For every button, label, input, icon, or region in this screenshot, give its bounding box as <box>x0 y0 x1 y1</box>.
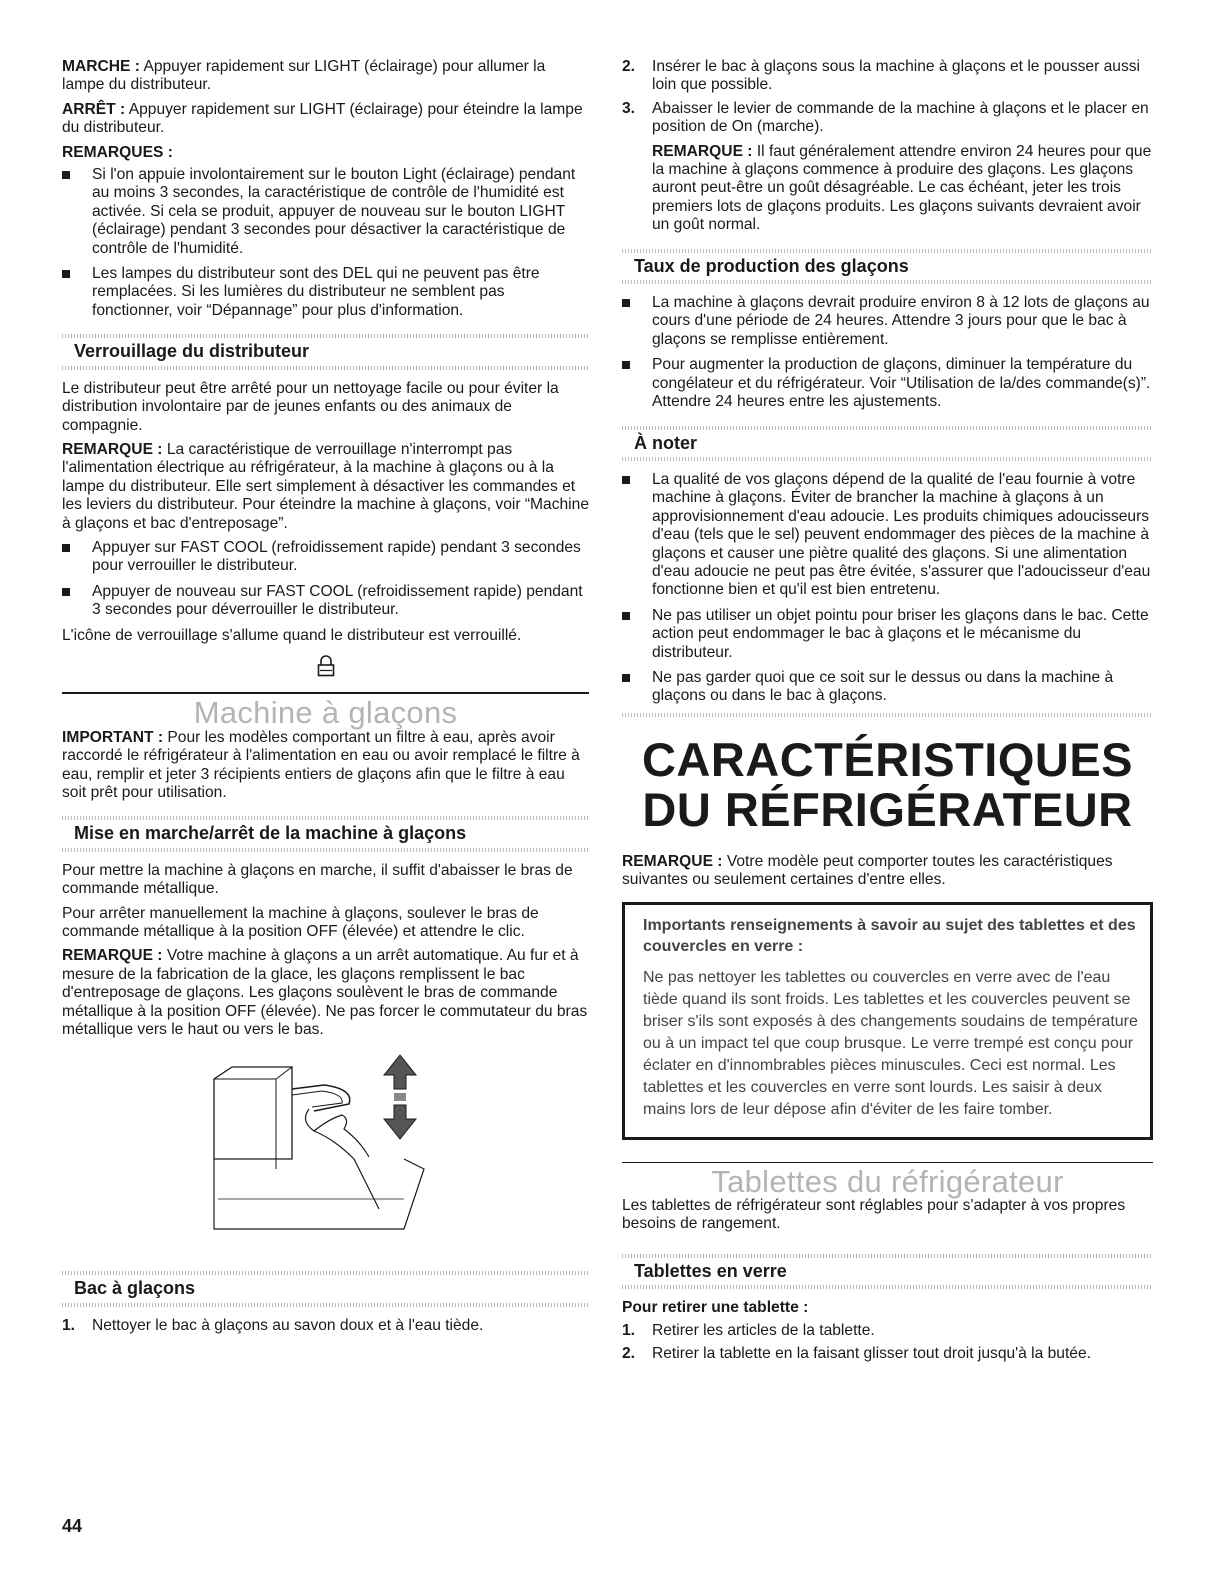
right-column <box>622 58 1153 1369</box>
section-noter <box>622 426 1153 461</box>
divider <box>622 713 1153 717</box>
main-heading: CARACTÉRISTIQUES DU RÉFRIGÉRATEUR <box>641 732 1134 836</box>
page-number: 44 <box>62 1516 83 1536</box>
remarques-list <box>62 166 589 320</box>
list-item: Ne pas utiliser un objet pointu pour briser les glaçons dans le bac. Cette action peut endommager le bac à glaçons et le mécanisme du distributeur. <box>622 607 1153 662</box>
warning-body: Ne pas nettoyer les tablettes ou couvercles en verre avec de l'eau tiède quand ils sont froids. Les tablettes et les couvercles peuvent se briser s'ils sont exposés à des changements soudains de température ou à un impact tel que coup brusque. Le verre trempé est conçu pour éclater en d'innombrables pièces minuscules. Ceci est normal. Les tablettes et les couvercles en verre sont lourds. Les saisir à deux mains lors de leur dépose afin d'éviter de les faire tomber. <box>643 968 1138 1118</box>
divider <box>622 1162 1153 1163</box>
mise-p2: Pour arrêter manuellement la machine à glaçons, soulever le bras de commande métallique à la position OFF (élevée) et attendre le clic. <box>62 904 539 941</box>
section-verrouillage <box>62 334 589 369</box>
list-item: 3. Abaisser le levier de commande de la machine à glaçons et le placer en position de On (marche). <box>622 99 1149 136</box>
machine-important: IMPORTANT : Pour les modèles comportant un filtre à eau, après avoir raccordé le réfrigérateur à l'alimentation en eau ou avoir remplacé le filtre à eau, remplir et jeter 3 récipients entiers de glaçons afin que le filtre à eau soit prêt pour utilisation. <box>62 728 580 801</box>
section-title: Mise en marche/arrêt de la machine à glaçons <box>74 823 467 844</box>
list-item: Les lampes du distributeur sont des DEL qui ne peuvent pas être remplacées. Si les lumières du distributeur ne semblent pas fonctionner, voir “Dépannage” pour plus d'information. <box>62 265 589 320</box>
list-item: Pour augmenter la production de glaçons, diminuer la température du congélateur et du réfrigérateur. Voir “Utilisation de la/des commande(s)”. Attendre 24 heures entre les ajustements. <box>622 356 1153 411</box>
list-item: La machine à glaçons devrait produire environ 8 à 12 lots de glaçons au cours d'une période de 24 heures. Attendre 3 jours pour que le bac à glaçons se remplisse entièrement. <box>622 294 1153 349</box>
section-title: Taux de production des glaçons <box>634 255 909 276</box>
bac-steps <box>62 1317 589 1335</box>
list-item: 1. Retirer les articles de la tablette. <box>622 1321 875 1339</box>
section-title: Tablettes en verre <box>634 1260 787 1281</box>
taux-list <box>622 294 1153 411</box>
noter-list <box>622 471 1153 706</box>
list-item: Appuyer sur FAST COOL (refroidissement rapide) pendant 3 secondes pour verrouiller le distributeur. <box>62 539 589 576</box>
bac-steps-continued <box>622 58 1153 137</box>
mise-p1: Pour mettre la machine à glaçons en marche, il suffit d'abaisser le bras de commande métallique. <box>62 861 573 898</box>
mise-remarque: REMARQUE : Votre machine à glaçons a un arrêt automatique. Au fur et à mesure de la fabrication de la glace, les glaçons remplissent le bac d'entreposage de glaçons. Les glaçons soulèvent le bras de commande métallique à la position OFF (élevée). Ne pas forcer le commutateur du bras métallique vers le haut ou vers le bas. <box>62 947 588 1039</box>
machine-heading: Machine à glaçons <box>193 695 458 731</box>
left-column <box>62 58 589 1341</box>
bac-remarque: REMARQUE : Il faut généralement attendre environ 24 heures pour que la machine à glaçons commence à produire des glaçons. Les glaçons auront peut-être un goût désagréable. Le cas échéant, jeter les trois premiers lots de glaçons produits. Les glaçons suivants devraient avoir un goût normal. <box>652 142 1152 234</box>
list-item: 2. Retirer la tablette en la faisant glisser tout droit jusqu'à la butée. <box>622 1345 1091 1363</box>
tablettes-intro: Les tablettes de réfrigérateur sont réglables pour s'adapter à vos propres besoins de rangement. <box>622 1197 1126 1233</box>
section-verre <box>622 1254 1153 1289</box>
tablettes-heading: Tablettes du réfrigérateur <box>711 1163 1064 1199</box>
remarques-label: REMARQUES : <box>62 143 173 161</box>
divider <box>62 692 589 694</box>
list-item: 1. Nettoyer le bac à glaçons au savon doux et à l'eau tiède. <box>62 1316 484 1334</box>
section-title: Bac à glaçons <box>74 1278 196 1299</box>
section-title: Verrouillage du distributeur <box>74 341 310 362</box>
arret-paragraph: ARRÊT : Appuyer rapidement sur LIGHT (éclairage) pour éteindre la lampe du distributeur. <box>62 100 583 137</box>
verrouillage-remarque: REMARQUE : La caractéristique de verrouillage n'interrompt pas l'alimentation électrique au réfrigérateur, à la machine à glaçons ou à la lampe du distributeur. Elle sert simplement à désactiver les commandes et les leviers du distributeur. Pour éteindre la machine à glaçons, voir “Machine à glaçons et bac d'entreposage”. <box>62 440 589 532</box>
warning-title: Importants renseignements à savoir au sujet des tablettes et des couvercles en verre : <box>643 916 1136 955</box>
list-item: Appuyer de nouveau sur FAST COOL (refroidissement rapide) pendant 3 secondes pour déverrouiller le distributeur. <box>62 583 589 620</box>
section-taux <box>622 249 1153 284</box>
section-title: À noter <box>634 432 697 453</box>
section-bac <box>62 1271 589 1306</box>
ice-maker-illustration <box>62 1049 589 1257</box>
marche-paragraph: MARCHE : Appuyer rapidement sur LIGHT (éclairage) pour allumer la lampe du distributeur. <box>62 58 546 94</box>
list-item: Si l'on appuie involontairement sur le bouton Light (éclairage) pendant au moins 3 secondes, la caractéristique de contrôle de l'humidité est activée. Si cela se produit, appuyer de nouveau sur le bouton LIGHT (éclairage) pendant 3 secondes pour désactiver la caractéristique de contrôle de l'humidité. <box>62 166 589 258</box>
list-item: 2. Insérer le bac à glaçons sous la machine à glaçons et le pousser aussi loin que possible. <box>622 58 1141 94</box>
verre-subtitle: Pour retirer une tablette : <box>622 1299 809 1317</box>
lock-icon <box>62 655 589 682</box>
verrouillage-icone-text: L'icône de verrouillage s'allume quand le distributeur est verrouillé. <box>62 626 522 644</box>
verrouillage-list <box>62 539 589 620</box>
list-item: Ne pas garder quoi que ce soit sur le dessus ou dans la machine à glaçons ou dans le bac à glaçons. <box>622 669 1153 706</box>
list-item: La qualité de vos glaçons dépend de la qualité de l'eau fournie à votre machine à glaçons. Éviter de brancher la machine à glaçons à un approvisionnement d'eau adoucie. Les produits chimiques adoucisseurs d'eau (tels que le sel) peuvent endommager des pièces de la machine à glaçons et causer une piètre qualité des glaçons. Si une alimentation d'eau adoucie ne peut pas être évitée, s'assurer que l'adoucisseur d'eau fonctionne bien et qu'il est bien entretenu. <box>622 471 1153 600</box>
verre-steps <box>622 1322 1153 1364</box>
caracteristiques-remarque: REMARQUE : Votre modèle peut comporter toutes les caractéristiques suivantes ou seulement certaines d'entre elles. <box>622 852 1113 889</box>
warning-box <box>622 902 1153 1140</box>
verrouillage-intro: Le distributeur peut être arrêté pour un nettoyage facile ou pour éviter la distribution involontaire par de jeunes enfants ou des animaux de compagnie. <box>62 379 559 434</box>
section-mise <box>62 816 589 851</box>
